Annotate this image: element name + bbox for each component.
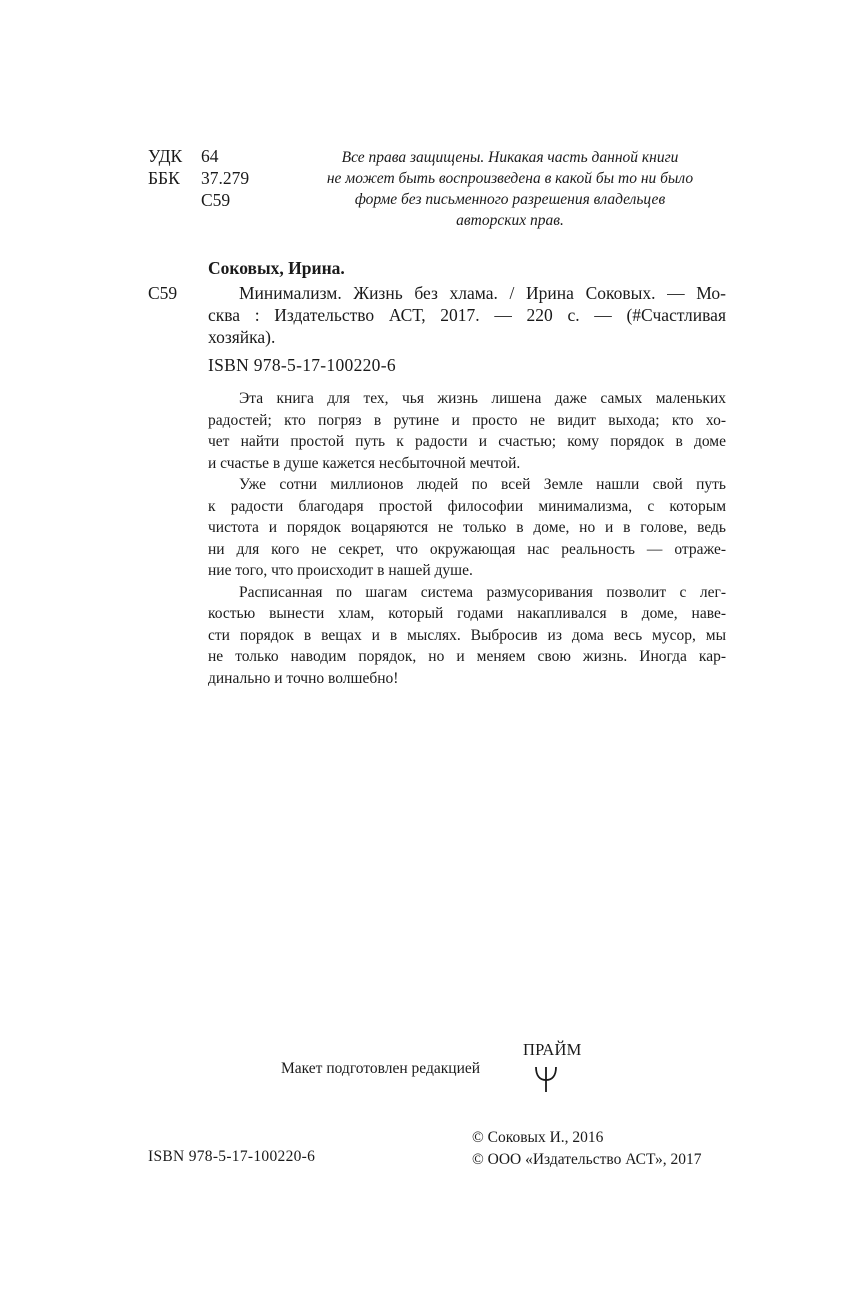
annotation-line: к радости благодаря простой философии минимализма, с которым	[208, 497, 726, 515]
author-mark-row	[148, 189, 249, 211]
bbk-value: 37.279	[201, 168, 250, 188]
annotation-line: радостей; кто погряз в рутине и просто не видит выхода; кто хо-	[208, 411, 726, 429]
trident-icon	[523, 1040, 593, 1100]
publisher-logo	[523, 1040, 593, 1100]
catalog-isbn: ISBN 978-5-17-100220-6	[208, 355, 396, 375]
description-line: сква : Издательство АСТ, 2017. — 220 с. — (#Счастливая	[208, 305, 726, 325]
author-mark: С59	[201, 190, 231, 210]
rights-line: форме без письменного разрешения владельцев	[354, 191, 666, 208]
udk-label: УДК	[148, 146, 183, 166]
bbk-row	[148, 167, 249, 189]
annotation-line: динально и точно волшебно!	[208, 669, 399, 687]
catalog-description	[208, 282, 726, 348]
catalog-author: Соковых, Ирина.	[208, 258, 345, 278]
copyright-line: © Соковых И., 2016	[472, 1129, 604, 1146]
annotation-line: чет найти простой путь к радости и счастью; кому порядок в доме	[208, 433, 726, 450]
bbk-label: ББК	[148, 168, 180, 188]
copyright-line: © ООО «Издательство АСТ», 2017	[472, 1151, 702, 1168]
annotation-line: сти порядок в вещах и в мыслях. Выбросив из дома весь мусор, мы	[208, 626, 726, 644]
description-line: Минимализм. Жизнь без хлама. / Ирина Соковых. — Мо-	[239, 283, 726, 303]
annotation	[208, 388, 726, 689]
rights-notice	[300, 147, 720, 231]
annotation-line: Эта книга для тех, чья жизнь лишена даже самых маленьких	[239, 390, 726, 407]
udk-value: 64	[201, 146, 219, 166]
udk-row	[148, 145, 249, 167]
catalog-cipher: С59	[148, 283, 178, 303]
classification-codes	[148, 145, 249, 211]
imprint-isbn: ISBN 978-5-17-100220-6	[148, 1148, 316, 1165]
publisher-logo-text: ПРАЙМ	[523, 1040, 582, 1059]
annotation-line: Расписанная по шагам система размусоривания позволит с лег-	[239, 583, 726, 601]
rights-line: Все права защищены. Никакая часть данной книги	[341, 149, 679, 166]
rights-line: авторских прав.	[456, 212, 564, 229]
prepared-by-note: Макет подготовлен редакцией	[281, 1060, 481, 1077]
annotation-line: не только наводим порядок, но и меняем свою жизнь. Иногда кар-	[208, 648, 726, 665]
description-line: хозяйка).	[208, 327, 276, 347]
annotation-line: костью вынести хлам, который годами накапливался в доме, наве-	[208, 605, 726, 622]
copyright-block	[472, 1127, 702, 1171]
annotation-line: и счастье в душе кажется несбыточной мечтой.	[208, 454, 521, 472]
annotation-line: чистота и порядок воцаряются не только в доме, но и в голове, ведь	[208, 519, 726, 536]
annotation-line: Уже сотни миллионов людей по всей Земле нашли свой путь	[239, 476, 726, 493]
rights-line: не может быть воспроизведена в какой бы то ни было	[326, 170, 694, 187]
annotation-line: ни для кого не секрет, что окружающая нас реальность — отраже-	[208, 540, 726, 558]
annotation-line: ние того, что происходит в нашей душе.	[208, 562, 473, 579]
